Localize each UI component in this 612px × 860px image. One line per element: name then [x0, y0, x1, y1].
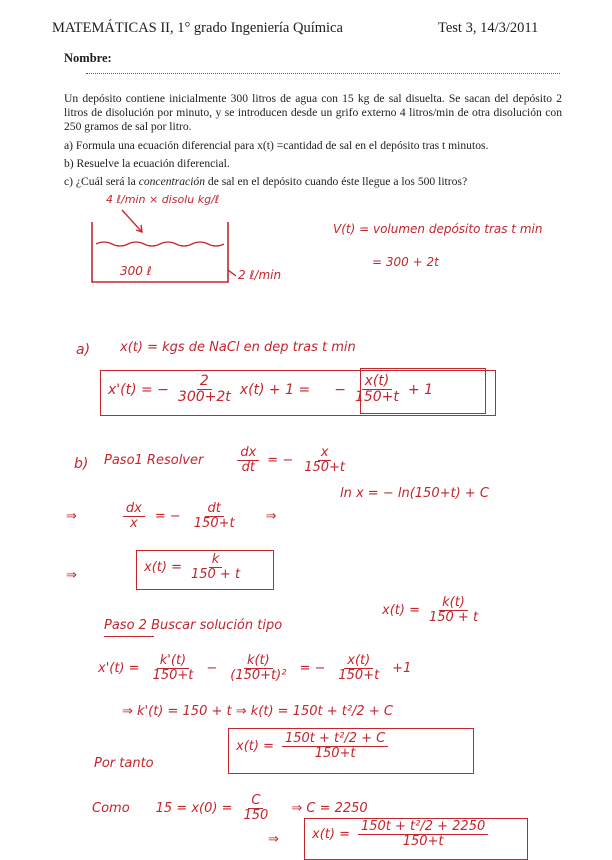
b-x-den: 150+t — [304, 460, 346, 476]
step2-form — [382, 596, 481, 626]
inflow-note: 4 ℓ/min × disolu kg/ℓ — [106, 193, 220, 206]
hom-solution — [144, 553, 243, 583]
step2-label: Paso 2 Buscar solución tipo — [104, 618, 283, 633]
tank-label: 300 ℓ — [120, 264, 152, 278]
deriv-d3: 150+t — [338, 668, 380, 684]
como-den: 150 — [243, 808, 269, 824]
sol-lhs: x(t) = — [236, 739, 274, 755]
deriv-eq: = − — [299, 661, 326, 677]
final-den: 150+t — [402, 834, 444, 850]
deriv-n2: k(t) — [244, 654, 273, 669]
hom-arrow: ⇒ — [66, 568, 77, 583]
volume-equation: = 300 + 2t — [372, 255, 439, 269]
final-arrow: ⇒ — [268, 832, 279, 847]
ode-rhs-pre: − — [334, 381, 346, 398]
deriv-n3: x(t) — [344, 654, 373, 669]
ode-frac1-num: 2 — [197, 374, 212, 390]
tank-outline — [92, 222, 228, 282]
kprime-line: ⇒ k'(t) = 150 + t ⇒ k(t) = 150t + t²/2 + C — [122, 704, 393, 719]
b-eq1: = − — [267, 453, 294, 469]
sep-dt-den: 150+t — [193, 516, 235, 532]
deriv-frac2 — [227, 654, 289, 684]
b-dxdt — [237, 446, 259, 476]
como-label: Como — [92, 801, 130, 817]
water-surface — [96, 242, 224, 246]
sep-arrow: ⇒ — [66, 509, 77, 525]
course-title: MATEMÁTICAS II, 1° grado Ingeniería Química — [52, 20, 343, 36]
ode-equation — [108, 374, 433, 406]
step2-lhs: x(t) = — [382, 603, 420, 619]
step2-den: 150 + t — [428, 610, 479, 626]
sep-dx-frac — [123, 502, 145, 532]
sep-dt-frac — [191, 502, 238, 532]
b-step1-line — [104, 446, 348, 476]
step2-num: k(t) — [439, 596, 468, 611]
name-label: Nombre: — [64, 51, 112, 65]
b-dxdt-den: dt — [241, 460, 255, 476]
step2-frac — [426, 596, 481, 626]
inflow-arrow — [122, 210, 142, 232]
ode-frac2-den: 150+t — [354, 389, 399, 406]
sol-den: 150+t — [314, 746, 356, 762]
outflow-arrow — [228, 270, 236, 276]
a-label: a) — [76, 342, 91, 358]
ode-mid: x(t) + 1 = — [239, 381, 311, 398]
sep-dx-den: x — [130, 516, 138, 532]
final-frac — [358, 820, 488, 850]
deriv-d2: (150+t)² — [230, 668, 287, 684]
b-label: b) — [74, 456, 89, 472]
step2-underline — [104, 636, 154, 637]
ode-lhs: x'(t) = − — [108, 381, 169, 398]
portanto-label: Por tanto — [94, 756, 154, 771]
separation-line — [66, 502, 277, 532]
como-eq: 15 = x(0) = — [155, 801, 233, 817]
sol-frac — [282, 732, 388, 762]
ode-rhs-post: + 1 — [407, 381, 433, 398]
hom-lhs: x(t) = — [144, 560, 182, 576]
deriv-d1: 150+t — [152, 668, 194, 684]
b-x-frac — [301, 446, 348, 476]
hom-num: k — [209, 553, 223, 568]
ode-inner-box — [360, 368, 486, 414]
part-c-pre: c) ¿Cuál será la — [64, 175, 139, 188]
sep-dx-num: dx — [123, 502, 145, 517]
deriv-op: − — [206, 661, 218, 677]
part-b-text: b) Resuelve la ecuación diferencial. — [64, 157, 230, 170]
como-frac — [241, 794, 272, 824]
part-c-emphasis: concentración — [138, 175, 206, 188]
volume-definition: V(t) = volumen depósito tras t min — [333, 222, 543, 236]
ode-frac1-den: 300+2t — [177, 389, 231, 406]
deriv-lhs: x'(t) = — [98, 661, 140, 677]
problem-statement: Un depósito contiene inicialmente 300 litros de agua con 15 kg de sal disuelta. Se sacan del depósito 2 litros de disolución por minuto, y se introducen desde un grifo externo 4 litros/min de otra disolución con 250 gramos de sal por litro. — [64, 92, 562, 133]
final-lhs: x(t) = — [312, 827, 350, 843]
general-solution — [236, 732, 388, 762]
part-c-post: de sal en el depósito cuando éste llegue a los 500 litros? — [205, 175, 468, 188]
final-solution — [312, 820, 488, 850]
deriv-frac3 — [335, 654, 382, 684]
final-num: 150t + t²/2 + 2250 — [358, 820, 488, 835]
b-step1-label: Paso1 Resolver — [104, 453, 204, 469]
deriv-n1: k'(t) — [157, 654, 189, 669]
b-x-num: x — [318, 446, 332, 461]
como-result: ⇒ C = 2250 — [291, 801, 368, 817]
hom-den: 150 + t — [190, 567, 241, 583]
sol-num: 150t + t²/2 + C — [282, 732, 388, 747]
sep-eq: = − — [154, 509, 181, 525]
sep-arrow2: ⇒ — [265, 509, 277, 525]
ode-frac1 — [175, 374, 234, 406]
b-dxdt-num: dx — [237, 446, 259, 461]
ode-frac2-num: x(t) — [362, 374, 393, 390]
part-a-text: a) Formula una ecuación diferencial para x(t) =cantidad de sal en el depósito tras t minutos. — [64, 139, 489, 152]
test-date: Test 3, 14/3/2011 — [438, 20, 539, 36]
hom-frac — [188, 553, 243, 583]
deriv-plus: +1 — [392, 661, 412, 677]
derivative-line — [98, 654, 411, 684]
como-num: C — [248, 794, 263, 809]
log-solution: ln x = − ln(150+t) + C — [340, 486, 489, 501]
sep-dt-num: dt — [205, 502, 224, 517]
a-definition: x(t) = kgs de NaCl en dep tras t min — [120, 340, 356, 355]
outflow-note: 2 ℓ/min — [238, 268, 282, 282]
deriv-frac1 — [150, 654, 197, 684]
